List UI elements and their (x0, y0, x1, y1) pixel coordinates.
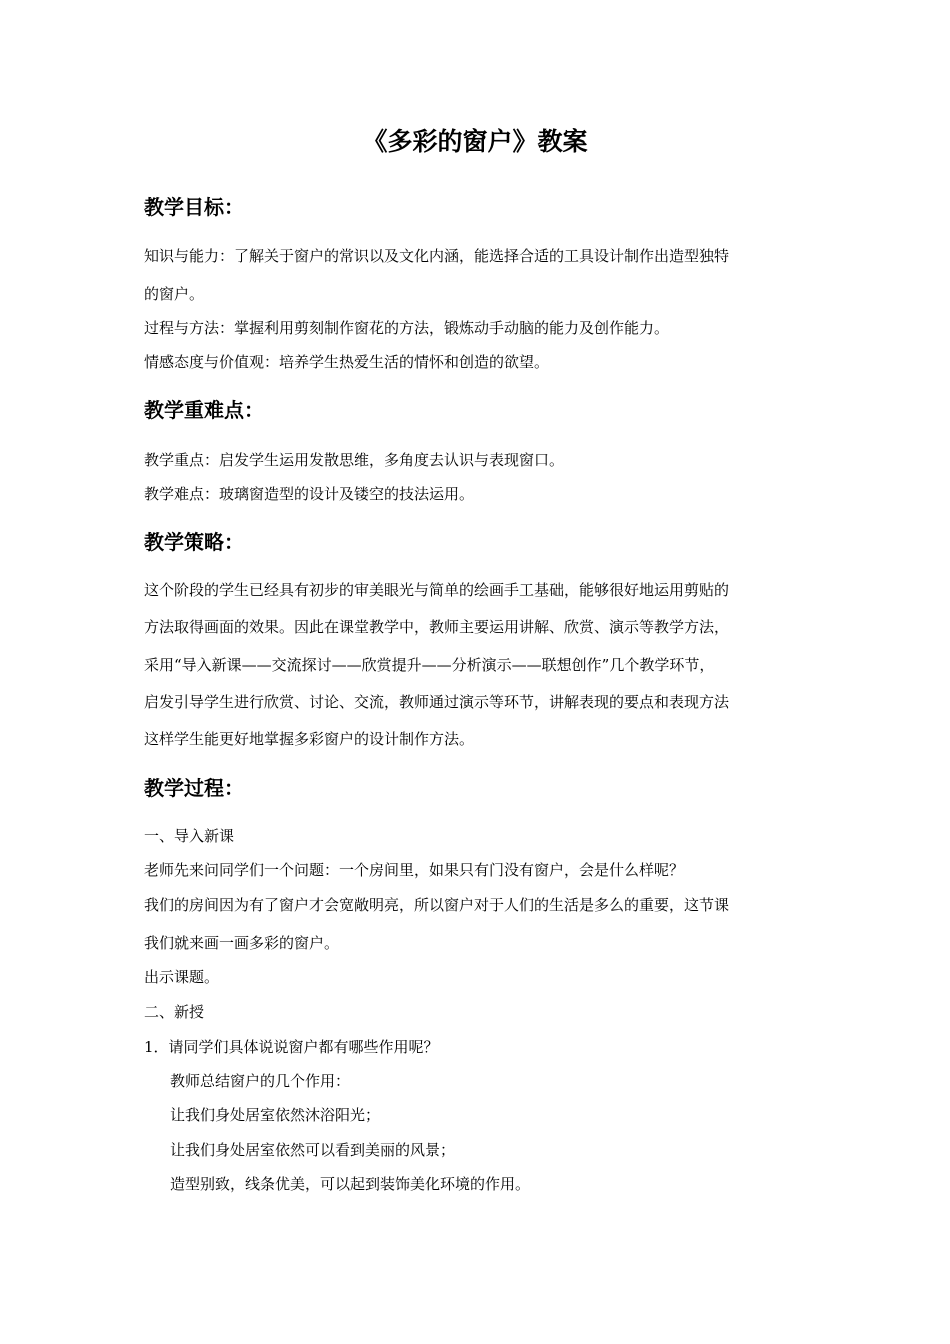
process-line-10: 让我们身处居室依然可以看到美丽的风景； (170, 1141, 456, 1159)
process-line-11: 造型别致，线条优美，可以起到装饰美化环境的作用。 (170, 1175, 531, 1193)
process-line-8: 教师总结窗户的几个作用： (170, 1072, 351, 1090)
goals-line-1: 知识与能力：了解关于窗户的常识以及文化内涵，能选择合适的工具设计制作出造型独特 (144, 247, 730, 265)
heading-key-points: 教学重难点： (144, 398, 264, 422)
process-line-9: 让我们身处居室依然沐浴阳光； (170, 1106, 381, 1124)
strategy-line-5: 这样学生能更好地掌握多彩窗户的设计制作方法。 (144, 730, 475, 748)
strategy-line-2: 方法取得画面的效果。因此在课堂教学中，教师主要运用讲解、欣赏、演示等教学方法， (144, 618, 730, 636)
process-line-5: 出示课题。 (144, 968, 220, 986)
strategy-line-3: 采用“导入新课——交流探讨——欣赏提升——分析演示——联想创作”几个教学环节， (144, 656, 715, 674)
goals-line-3: 过程与方法：掌握利用剪刻制作窗花的方法，锻炼动手动脑的能力及创作能力。 (144, 319, 670, 337)
process-line-6: 二、新授 (144, 1003, 205, 1021)
process-line-3: 我们的房间因为有了窗户才会宽敞明亮，所以窗户对于人们的生活是多么的重要，这节课 (144, 896, 730, 914)
key-points-line-2: 教学难点：玻璃窗造型的设计及镂空的技法运用。 (144, 485, 475, 503)
strategy-line-1: 这个阶段的学生已经具有初步的审美眼光与简单的绘画手工基础，能够很好地运用剪贴的 (144, 581, 730, 599)
process-line-7: 1．请同学们具体说说窗户都有哪些作用呢？ (144, 1038, 439, 1056)
document-title: 《多彩的窗户》教案 (362, 127, 588, 156)
process-line-1: 一、导入新课 (144, 827, 235, 845)
goals-line-2: 的窗户。 (144, 285, 205, 303)
process-line-2: 老师先来问同学们一个问题：一个房间里，如果只有门没有窗户，会是什么样呢？ (144, 861, 685, 879)
heading-teaching-strategy: 教学策略： (144, 530, 244, 554)
heading-teaching-process: 教学过程： (144, 776, 244, 800)
heading-teaching-goals: 教学目标： (144, 195, 244, 219)
strategy-line-4: 启发引导学生进行欣赏、讨论、交流，教师通过演示等环节，讲解表现的要点和表现方法 (144, 693, 730, 711)
goals-line-4: 情感态度与价值观：培养学生热爱生活的情怀和创造的欲望。 (144, 353, 550, 371)
process-line-4: 我们就来画一画多彩的窗户。 (144, 934, 340, 952)
key-points-line-1: 教学重点：启发学生运用发散思维，多角度去认识与表现窗口。 (144, 451, 565, 469)
